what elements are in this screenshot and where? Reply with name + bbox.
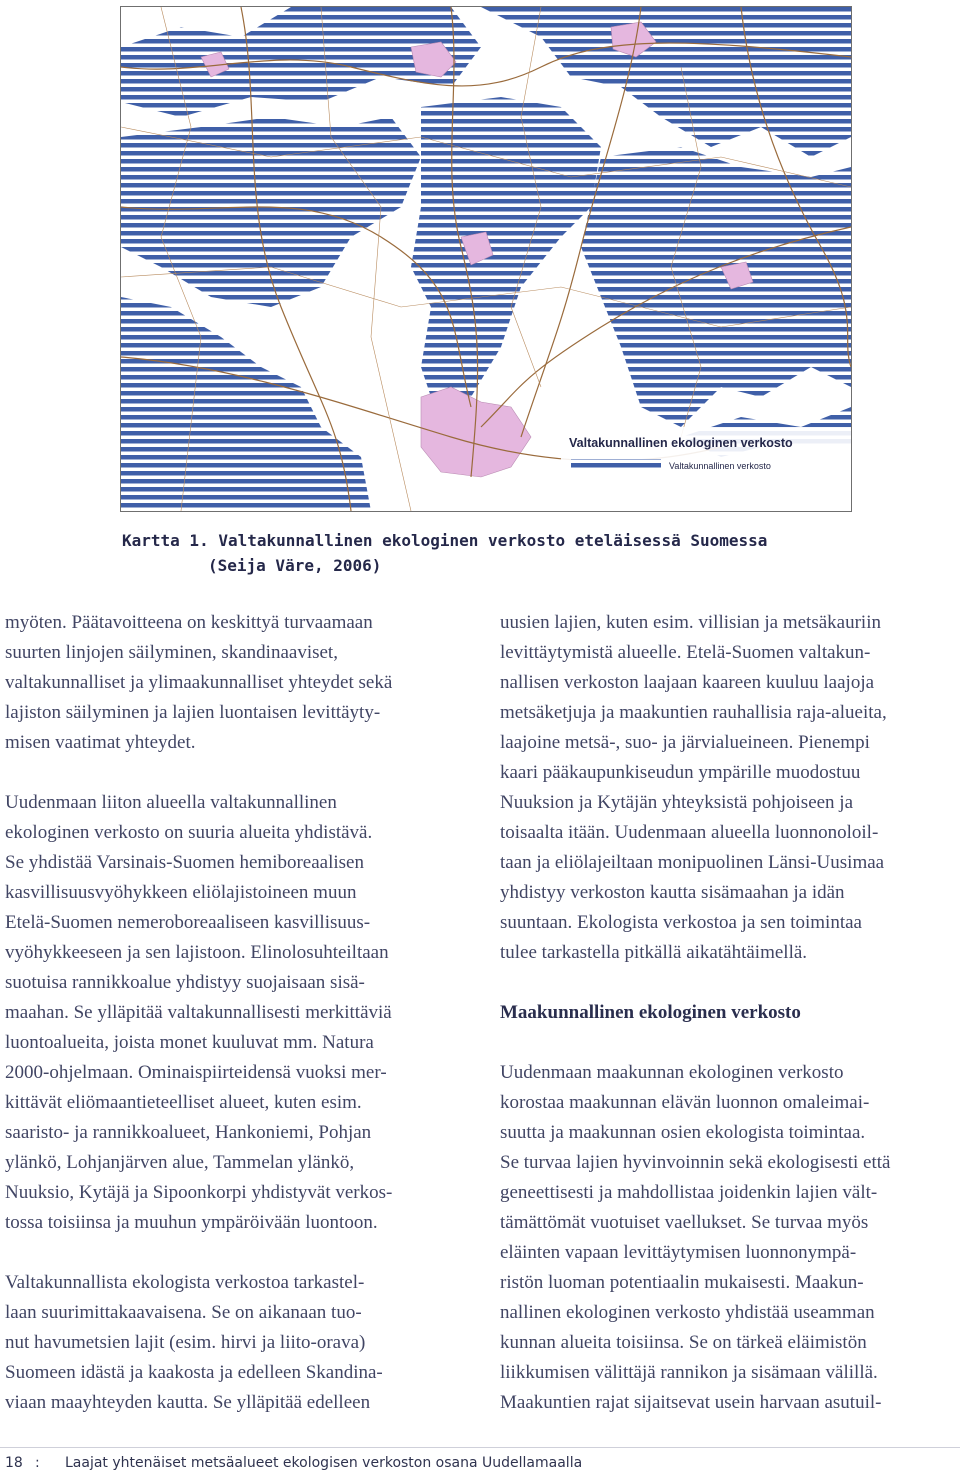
text-line: suuntaan. Ekologista verkostoa ja sen toimintaa: [500, 912, 862, 933]
legend-swatch: [571, 459, 661, 471]
text-line: suutta ja maakunnan osien ekologista toimintaa.: [500, 1122, 866, 1143]
ecological-network-map: [120, 6, 852, 512]
text-line: uusien lajien, kuten esim. villisian ja metsäkauriin: [500, 612, 881, 633]
text-line: nallinen ekologinen verkosto yhdistää useamman: [500, 1302, 875, 1323]
footer-rule: [0, 1447, 960, 1448]
text-line: saaristo- ja rannikkoalueet, Hankoniemi, Pohjan: [5, 1122, 372, 1143]
text-line: tämättömät vuotuiset vaellukset. Se turvaa myös: [500, 1212, 869, 1233]
text-line: Maakuntien rajat sijaitsevat usein harvaan asutuil-: [500, 1392, 882, 1413]
text-line: Uudenmaan liiton alueella valtakunnallinen: [5, 792, 337, 813]
text-line: kasvillisuusvyöhykkeen eliölajistoineen muun: [5, 882, 357, 903]
footer-separator: :: [35, 1455, 40, 1471]
text-line: Etelä-Suomen nemeroboreaaliseen kasvillisuus-: [5, 912, 371, 933]
text-line: luontoalueita, joista monet kuuluvat mm. Natura: [5, 1032, 374, 1053]
text-line: ekologinen verkosto on suuria alueita yhdistävä.: [5, 822, 373, 843]
left-paragraph-3: [5, 1268, 465, 1418]
legend-item-label: Valtakunnallinen verkosto: [669, 461, 771, 471]
text-line: Uudenmaan maakunnan ekologinen verkosto: [500, 1062, 844, 1083]
text-line: kunnan alueita toisiinsa. Se on tärkeä eläimistön: [500, 1332, 867, 1353]
text-line: 2000-ohjelmaan. Ominaispiirteidensä vuoksi mer-: [5, 1062, 387, 1083]
text-line: tulee tarkastella pitkällä aikatähtäimellä.: [500, 942, 808, 963]
text-line: lajiston säilyminen ja lajien luontaisen levittäyty-: [5, 702, 381, 723]
text-line: kittävät eliömaantieteelliset alueet, kuten esim.: [5, 1092, 362, 1113]
footer-title: Laajat yhtenäiset metsäalueet ekologisen verkoston osana Uudellamaalla: [65, 1455, 583, 1471]
text-line: myöten. Päätavoitteena on keskittyä turvaamaan: [5, 612, 373, 633]
text-line: levittäytymistä alueelle. Etelä-Suomen valtakun-: [500, 642, 871, 663]
text-line: ristön luoman potentiaalin mukaisesti. Maakun-: [500, 1272, 864, 1293]
text-line: Se yhdistää Varsinais-Suomen hemiboreaalisen: [5, 852, 364, 873]
text-line: metsäketjuja ja maakuntien rauhallisia raja-alueita,: [500, 702, 887, 723]
legend-title: Valtakunnallinen ekologinen verkosto: [569, 436, 793, 450]
text-line: laajoine metsä-, suo- ja järvialueineen. Pienempi: [500, 732, 870, 753]
text-line: Suomeen idästä ja kaakosta ja edelleen Skandina-: [5, 1362, 383, 1383]
text-line: Se turvaa lajien hyvinvoinnin sekä ekologisesti että: [500, 1152, 891, 1173]
right-column: [500, 608, 960, 1418]
text-line: suurten linjojen säilyminen, skandinaaviset,: [5, 642, 338, 663]
text-line: eläinten vapaan levittäytymisen luonnonympä-: [500, 1242, 857, 1263]
left-paragraph-1: [5, 608, 465, 758]
text-line: tossa toisiinsa ja muuhun ympäröivään luontoon.: [5, 1212, 378, 1233]
text-line: valtakunnalliset ja ylimaakunnalliset yhteydet sekä: [5, 672, 393, 693]
text-line: nut havumetsien lajit (esim. hirvi ja liito-orava): [5, 1332, 366, 1353]
text-line: Nuuksion ja Kytäjän yhteyksistä pohjoiseen ja: [500, 792, 854, 813]
map-legend: [561, 427, 851, 511]
left-paragraph-2: [5, 788, 465, 1238]
text-line: Valtakunnallista ekologista verkostoa tarkastel-: [5, 1272, 365, 1293]
text-line: viaan maayhteyden kautta. Se ylläpitää edelleen: [5, 1392, 371, 1413]
text-line: laan suurimittakaavaisena. Se on aikanaan tuo-: [5, 1302, 362, 1323]
text-line: kaari pääkaupunkiseudun ympärille muodostuu: [500, 762, 861, 783]
section-heading: Maakunnallinen ekologinen verkosto: [500, 1002, 801, 1023]
page-footer: [5, 1455, 955, 1471]
text-line: liikkumisen välittäjä rannikon ja sisämaan välillä.: [500, 1362, 878, 1383]
text-line: maahan. Se ylläpitää valtakunnallisesti merkittäviä: [5, 1002, 392, 1023]
page-number: 18: [5, 1455, 23, 1471]
text-line: korostaa maakunnan elävän luonnon omaleimai-: [500, 1092, 870, 1113]
text-line: toisaalta itään. Uudenmaan alueella luonnonoloil-: [500, 822, 879, 843]
text-line: suotuisa rannikkoalue yhdistyy suojaisaan sisä-: [5, 972, 365, 993]
text-line: nallisen verkoston laajaan kaareen kuuluu laajoja: [500, 672, 875, 693]
figure-caption: [122, 528, 842, 578]
text-line: ylänkö, Lohjanjärven alue, Tammelan ylänkö,: [5, 1152, 355, 1173]
text-line: Nuuksio, Kytäjä ja Sipoonkorpi yhdistyvät verkos-: [5, 1182, 393, 1203]
text-line: misen vaatimat yhteydet.: [5, 732, 196, 753]
right-paragraph-1: [500, 608, 960, 968]
text-line: vyöhykkeeseen ja sen lajistoon. Elinolosuhteiltaan: [5, 942, 389, 963]
left-column: [5, 608, 465, 1418]
text-line: taan ja eliölajeiltaan monipuolinen Länsi-Uusimaa: [500, 852, 885, 873]
map-svg: [121, 7, 851, 511]
caption-line-2: (Seija Väre, 2006): [208, 556, 382, 575]
text-line: yhdistyy verkoston kautta sisämaahan ja idän: [500, 882, 845, 903]
caption-line-1: Kartta 1. Valtakunnallinen ekologinen verkosto eteläisessä Suomessa: [122, 531, 768, 550]
text-line: geneettisesti ja mahdollistaa joidenkin lajien vält-: [500, 1182, 878, 1203]
right-paragraph-2: [500, 1058, 960, 1418]
